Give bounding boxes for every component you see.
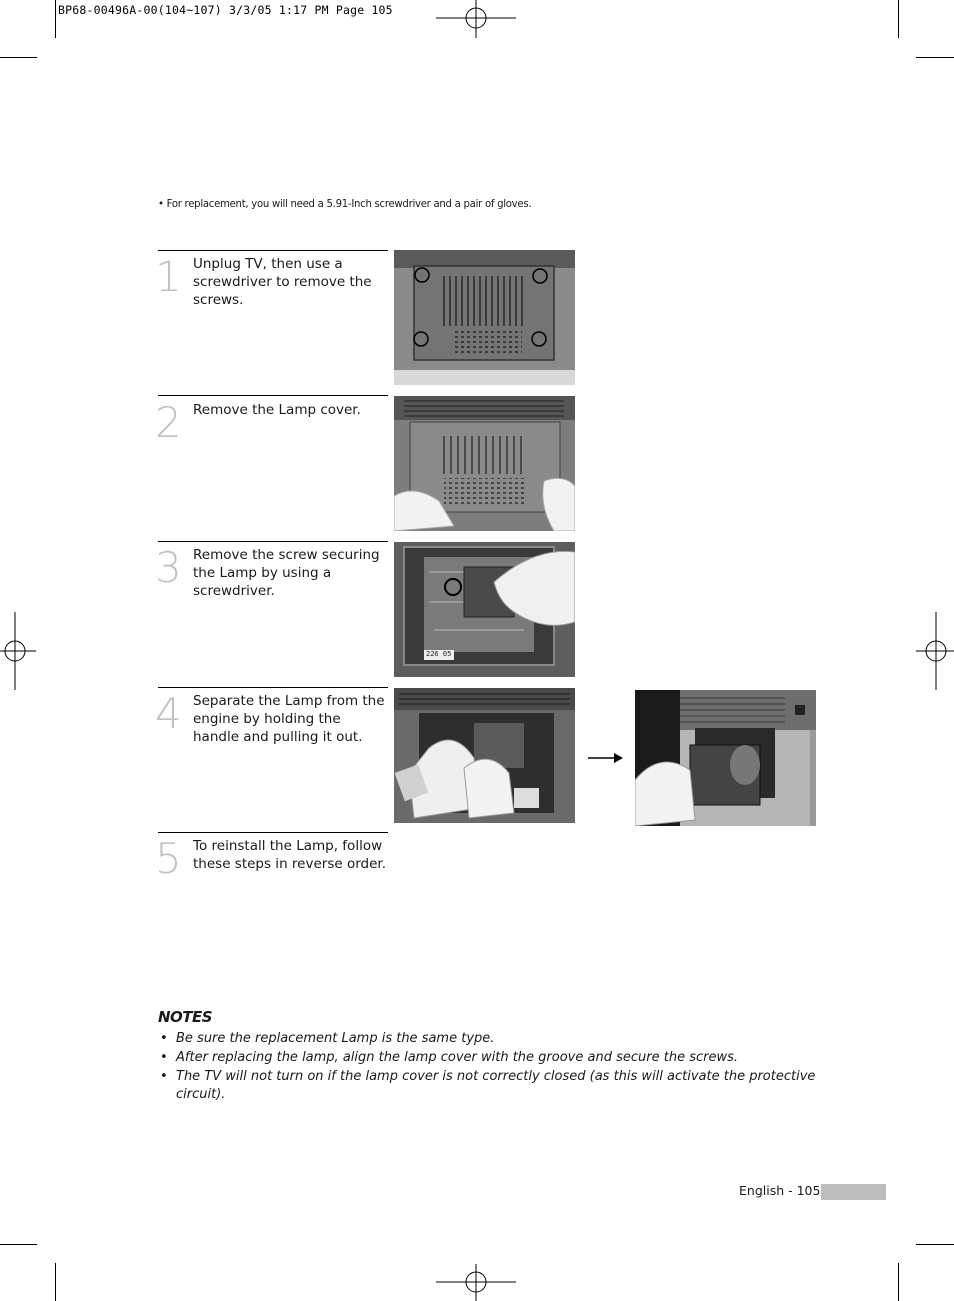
photo-pull-lamp (394, 688, 575, 823)
page-tab-bar (821, 1184, 886, 1200)
step-number: 5 (155, 834, 182, 883)
registration-mark-icon (916, 612, 954, 690)
note-item: • The TV will not turn on if the lamp cover is not correctly closed (as this will activate the protective circuit). (160, 1069, 816, 1102)
notes-title: NOTES (158, 1008, 213, 1026)
note-text: Be sure the replacement Lamp is the same type. (176, 1031, 495, 1046)
print-slug: BP68-00496A-00(104~107) 3/3/05 1:17 PM Page 105 (58, 3, 393, 17)
step-text: Separate the Lamp from the engine by holding the handle and pulling it out. (193, 693, 385, 745)
step-divider (158, 395, 388, 396)
step-text: To reinstall the Lamp, follow these steps in reverse order. (193, 838, 386, 872)
notes-list (158, 1030, 818, 1105)
step-divider (158, 250, 388, 251)
photo-remove-lamp-cover (394, 396, 575, 531)
step-text: Unplug TV, then use a screwdriver to remove the screws. (193, 256, 372, 308)
step-text: Remove the screw securing the Lamp by using a screwdriver. (193, 547, 380, 599)
photo-label: 226 05 (426, 650, 452, 658)
step-divider (158, 541, 388, 542)
note-text: The TV will not turn on if the lamp cover is not correctly closed (as this will activate the protective circuit). (176, 1069, 816, 1102)
step-text: Remove the Lamp cover. (193, 402, 361, 418)
note-item: • After replacing the lamp, align the lamp cover with the groove and secure the screws. (160, 1050, 738, 1065)
note-text: After replacing the lamp, align the lamp cover with the groove and secure the screws. (176, 1050, 738, 1065)
step-number: 2 (155, 398, 182, 447)
registration-mark-icon (436, 1264, 516, 1301)
step-number: 1 (155, 252, 182, 301)
step-divider (158, 687, 388, 688)
registration-mark-icon (436, 0, 516, 38)
photo-lamp-removed (635, 690, 816, 826)
note-item: • Be sure the replacement Lamp is the same type. (160, 1031, 495, 1046)
intro-note: • For replacement, you will need a 5.91-Inch screwdriver and a pair of gloves. (158, 197, 532, 210)
photo-lamp-cover-screws (394, 250, 575, 385)
registration-mark-icon (0, 612, 36, 690)
arrow-right-icon (588, 752, 624, 764)
page-number: English - 105 (739, 1183, 821, 1198)
step-number: 3 (155, 543, 182, 592)
photo-remove-lamp-screw (394, 542, 575, 677)
step-number: 4 (155, 689, 182, 738)
step-divider (158, 832, 388, 833)
